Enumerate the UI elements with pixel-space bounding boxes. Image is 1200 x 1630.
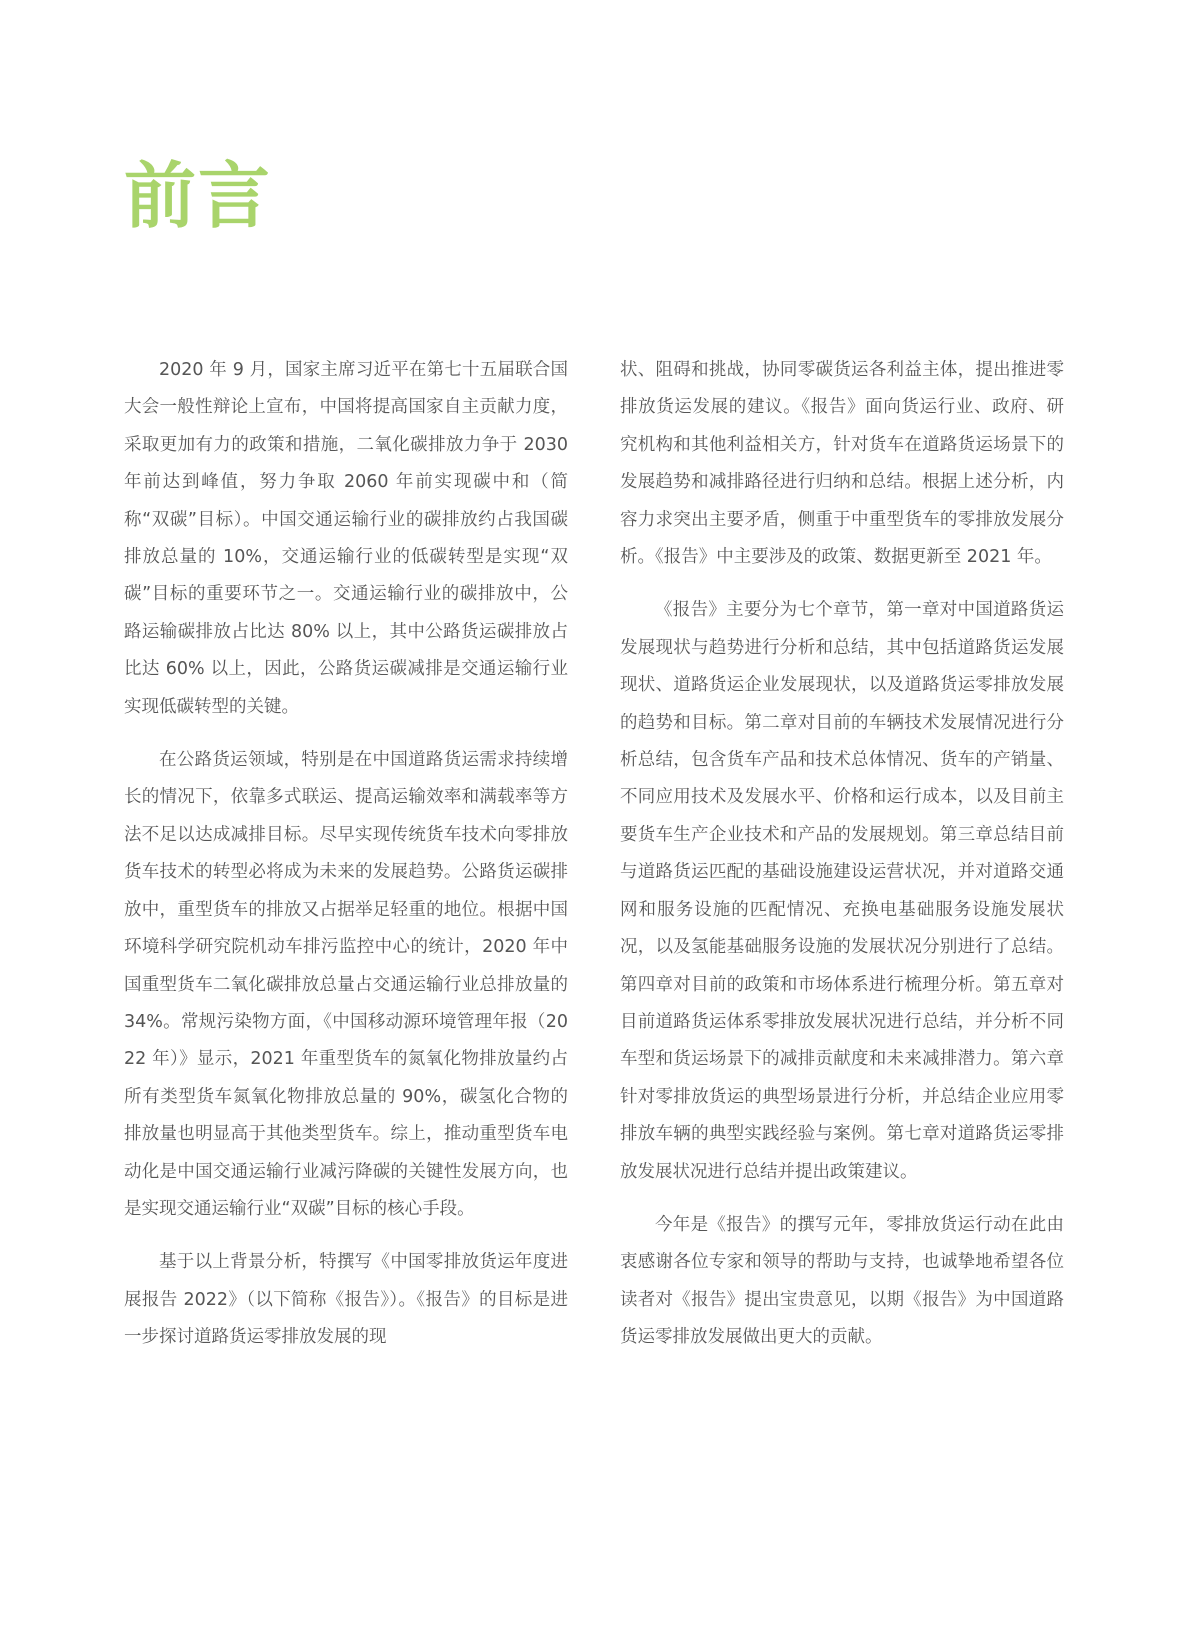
right-column — [620, 352, 1064, 1373]
left-column — [124, 352, 568, 1373]
paragraph-road-freight: 在公路货运领域，特别是在中国道路货运需求持续增长的情况下，依靠多式联运、提高运输效率和满载率等方法不足以达成减排目标。尽早实现传统货车技术向零排放货车技术的转型必将成为未来的发展趋势。公路货运碳排放中，重型货车的排放又占据举足轻重的地位。根据中国环境科学研究院机动车排污监控中心的统计，2020 年中国重型货车二氧化碳排放总量占交通运输行业总排放量的 34%。常规污染物方面，《中国移动源环境管理年报（2022 年）》显示，2021 年重型货车的氮氧化物排放量约占所有类型货车氮氧化物排放总量的 90%，碳氢化合物的排放量也明显高于其他类型货车。综上，推动重型货车电动化是中国交通运输行业减污降碳的关键性发展方向，也是实现交通运输行业“双碳”目标的核心手段。 — [124, 750, 568, 1219]
paragraph-report-purpose-continued: 状、阻碍和挑战，协同零碳货运各利益主体，提出推进零排放货运发展的建议。《报告》面向货运行业、政府、研究机构和其他利益相关方，针对货车在道路货运场景下的发展趋势和减排路径进行归纳和总结。根据上述分析，内容力求突出主要矛盾，侧重于中重型货车的零排放发展分析。《报告》中主要涉及的政策、数据更新至 2021 年。 — [620, 360, 1064, 568]
page-title: 前言 — [124, 154, 273, 238]
paragraph-report-purpose: 基于以上背景分析，特撰写《中国零排放货运年度进展报告 2022》（以下简称《报告》）。《报告》的目标是进一步探讨道路货运零排放发展的现 — [124, 1252, 568, 1348]
paragraph-chapters-overview: 《报告》主要分为七个章节，第一章对中国道路货运发展现状与趋势进行分析和总结，其中包括道路货运发展现状、道路货运企业发展现状，以及道路货运零排放发展的趋势和目标。第二章对目前的车辆技术发展情况进行分析总结，包含货车产品和技术总体情况、货车的产销量、不同应用技术及发展水平、价格和运行成本，以及目前主要货车生产企业技术和产品的发展规划。第三章总结目前与道路货运匹配的基础设施建设运营状况，并对道路交通网和服务设施的匹配情况、充换电基础服务设施发展状况，以及氢能基础服务设施的发展状况分别进行了总结。第四章对目前的政策和市场体系进行梳理分析。第五章对目前道路货运体系零排放发展状况进行总结，并分析不同车型和货运场景下的减排贡献度和未来减排潜力。第六章针对零排放货运的典型场景进行分析，并总结企业应用零排放车辆的典型实践经验与案例。第七章对道路货运零排放发展状况进行总结并提出政策建议。 — [620, 600, 1064, 1182]
paragraph-background: 2020 年 9 月，国家主席习近平在第七十五届联合国大会一般性辩论上宣布，中国将提高国家自主贡献力度，采取更加有力的政策和措施，二氧化碳排放力争于 2030 年前达到峰值，努力争取 2060 年前实现碳中和（简称“双碳”目标）。中国交通运输行业的碳排放约占我国碳排放总量的 10%，交通运输行业的低碳转型是实现“双碳”目标的重要环节之一。交通运输行业的碳排放中，公路运输碳排放占比达 80% 以上，其中公路货运碳排放占比达 60% 以上，因此，公路货运碳减排是交通运输行业实现低碳转型的关键。 — [124, 360, 568, 717]
paragraph-acknowledgements: 今年是《报告》的撰写元年，零排放货运行动在此由衷感谢各位专家和领导的帮助与支持，也诚挚地希望各位读者对《报告》提出宝贵意见，以期《报告》为中国道路货运零排放发展做出更大的贡献。 — [620, 1214, 1064, 1348]
